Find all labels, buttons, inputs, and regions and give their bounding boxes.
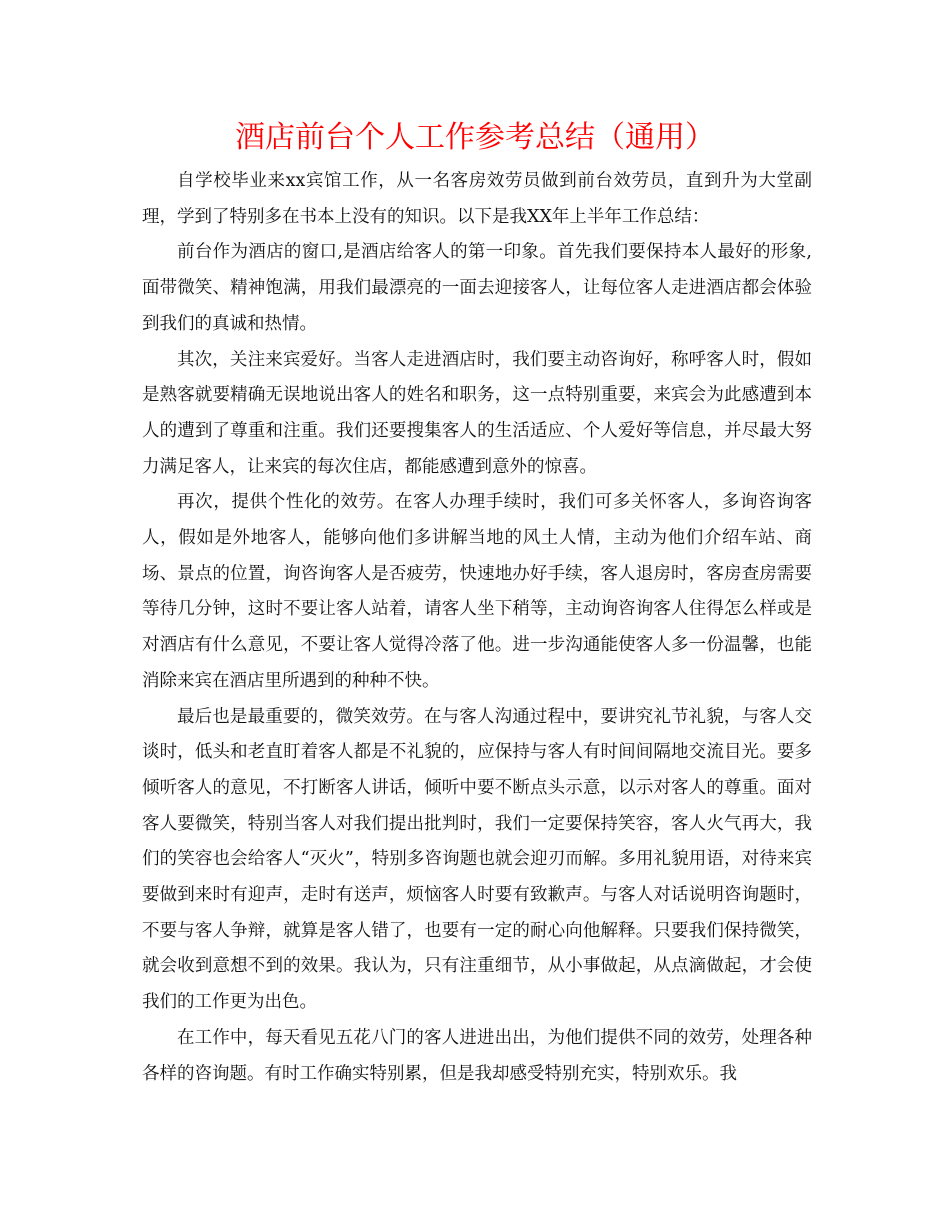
paragraph-1: 自学校毕业来xx宾馆工作，从一名客房效劳员做到前台效劳员，直到升为大堂副理，学到了特别多在书本上没有的知识。以下是我XX年上半年工作总结： bbox=[142, 171, 812, 227]
document-title: 酒店前台个人工作参考总结（通用） bbox=[235, 120, 715, 155]
paragraph-3: 其次，关注来宾爱好。当客人走进酒店时，我们要主动咨询好，称呼客人时，假如是熟客就要精确无误地说出客人的姓名和职务，这一点特别重要，来宾会为此感遭到本人的遭到了尊重和注重。我们还要搜集客人的生活适应、个人爱好等信息，并尽最大努力满足客人，让来宾的每次住店，都能感遭到意外的惊喜。 bbox=[142, 349, 812, 477]
paragraph-4: 再次，提供个性化的效劳。在客人办理手续时，我们可多关怀客人，多询咨询客人，假如是外地客人，能够向他们多讲解当地的风土人情，主动为他们介绍车站、商场、景点的位置，询咨询客人是否疲劳，快速地办好手续，客人退房时，客房查房需要等待几分钟，这时不要让客人站着，请客人坐下稍等，主动询咨询客人住得怎么样或是对酒店有什么意见，不要让客人觉得冷落了他。进一步沟通能使客人多一份温馨，也能消除来宾在酒店里所遇到的种种不快。 bbox=[142, 492, 812, 691]
paragraph-6: 在工作中，每天看见五花八门的客人进进出出，为他们提供不同的效劳，处理各种各样的咨询题。有时工作确实特别累，但是我却感受特别充实，特别欢乐。我 bbox=[142, 1027, 812, 1084]
document-body bbox=[142, 164, 812, 1092]
paragraph-2: 前台作为酒店的窗口,是酒店给客人的第一印象。首先我们要保持本人最好的形象,面带微笑、精神饱满，用我们最漂亮的一面去迎接客人，让每位客人走进酒店都会体验到我们的真诚和热情。 bbox=[142, 242, 812, 334]
paragraph-5: 最后也是最重要的，微笑效劳。在与客人沟通过程中，要讲究礼节礼貌，与客人交谈时，低头和老直盯着客人都是不礼貌的，应保持与客人有时间间隔地交流目光。要多倾听客人的意见，不打断客人讲话，倾听中要不断点头示意，以示对客人的尊重。面对客人要微笑，特别当客人对我们提出批判时，我们一定要保持笑容，客人火气再大，我们的笑容也会给客人“灭火”，特别多咨询题也就会迎刃而解。多用礼貌用语，对待来宾要做到来时有迎声，走时有送声，烦恼客人时要有致歉声。与客人对话说明咨询题时，不要与客人争辩，就算是客人错了，也要有一定的耐心向他解释。只要我们保持微笑，就会收到意想不到的效果。我认为，只有注重细节，从小事做起，从点滴做起，才会使我们的工作更为出色。 bbox=[142, 706, 812, 1013]
